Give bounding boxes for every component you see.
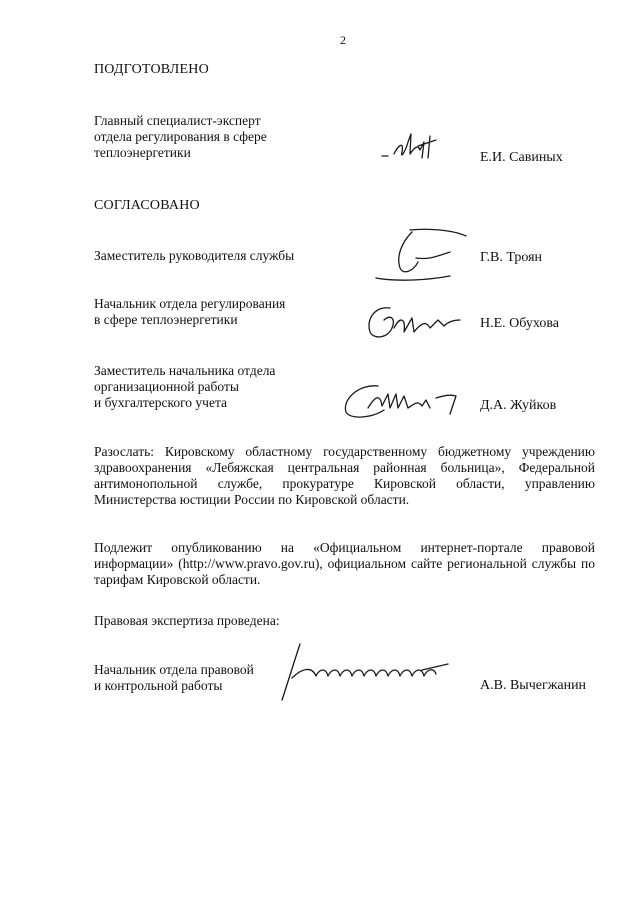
agreed-signer-2-name: Н.Е. Обухова (480, 316, 559, 331)
distribution-paragraph: Разослать: Кировскому областному государственному бюджетному учреждению здравоохранения «Лебяжская центральная районная больница», Федеральной антимонопольной службе, прокуратуре Кировской области, управлению Министерства юстиции России по Кировской области. (94, 444, 595, 507)
signature-image (272, 638, 458, 708)
signature-image (358, 222, 478, 292)
signature-image (378, 128, 458, 168)
legal-signer-name: А.В. Вычегжанин (480, 678, 587, 693)
page-number: 2 (340, 33, 346, 47)
prepared-heading: ПОДГОТОВЛЕНО (94, 62, 209, 77)
signature-image (338, 378, 468, 428)
agreed-heading: СОГЛАСОВАНО (94, 198, 200, 213)
agreed-signer-2-position: Начальник отдела регулирования в сфере теплоэнергетики (94, 296, 286, 327)
legal-review-note: Правовая экспертиза проведена: (94, 613, 280, 628)
agreed-signer-3-position: Заместитель начальника отдела организационной работы и бухгалтерского учета (94, 363, 276, 410)
agreed-signer-3-name: Д.А. Жуйков (480, 398, 557, 413)
agreed-signer-1-position: Заместитель руководителя службы (94, 248, 295, 263)
legal-signer-position: Начальник отдела правовой и контрольной работы (94, 662, 254, 693)
prepared-name: Е.И. Савиных (480, 150, 563, 165)
prepared-position: Главный специалист-эксперт отдела регулирования в сфере теплоэнергетики (94, 113, 267, 160)
publication-paragraph: Подлежит опубликованию на «Официальном интернет-портале правовой информации» (http://www.pravo.gov.ru), официальном сайте региональной службы по тарифам Кировской области. (94, 540, 595, 587)
agreed-signer-1-name: Г.В. Троян (480, 250, 543, 265)
signature-image (360, 298, 470, 348)
